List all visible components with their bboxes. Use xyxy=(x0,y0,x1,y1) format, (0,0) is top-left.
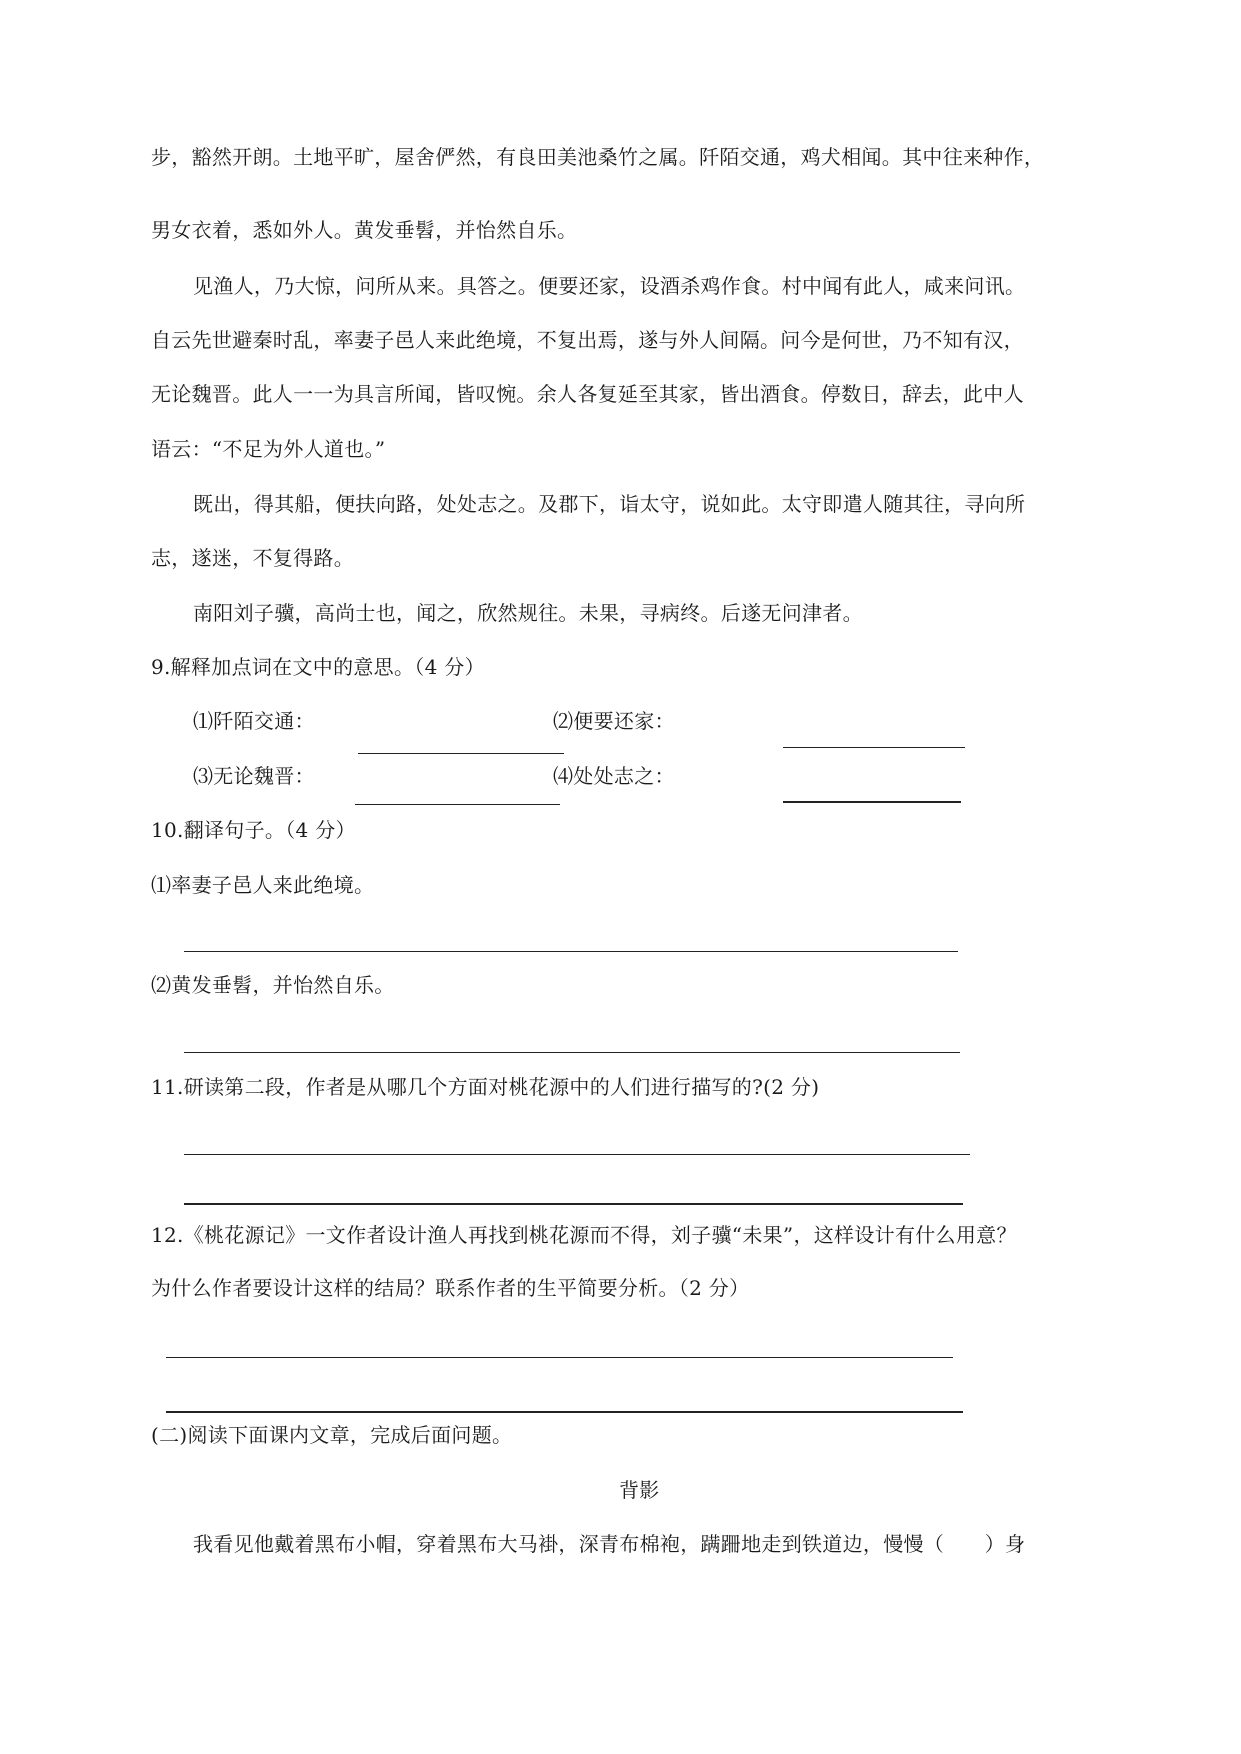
q12-answer-line-1[interactable] xyxy=(166,1357,953,1358)
passage-line: 志，遂迷，不复得路。 xyxy=(151,546,354,570)
passage-line: 无论魏晋。此人一一为具言所闻，皆叹惋。余人各复延至其家，皆出酒食。停数日，辞去，此中人 xyxy=(151,382,1024,406)
reading-2-first-line: 我看见他戴着黑布小帽，穿着黑布大马褂，深青布棉袍，蹒跚地走到铁道边，慢慢（ ）身 xyxy=(193,1532,1026,1556)
q9-item-3: ⑶无论魏晋： xyxy=(193,764,315,788)
q10-answer-line-2[interactable] xyxy=(184,1052,960,1053)
passage-line: 南阳刘子骥，高尚士也，闻之，欣然规往。未果，寻病终。后遂无问津者。 xyxy=(193,601,863,625)
question-12-prompt-line-2: 为什么作者要设计这样的结局？联系作者的生平简要分析。（2 分） xyxy=(151,1276,750,1300)
passage-line: 语云：“不足为外人道也。” xyxy=(151,437,386,461)
q9-answer-line-3[interactable] xyxy=(355,804,560,805)
reading-2-title: 背影 xyxy=(619,1478,660,1502)
q10-item-1: ⑴率妻子邑人来此绝境。 xyxy=(151,873,375,897)
q11-answer-line-1[interactable] xyxy=(184,1154,970,1155)
passage-line: 自云先世避秦时乱，率妻子邑人来此绝境，不复出焉，遂与外人间隔。问今是何世，乃不知有汉， xyxy=(151,328,1024,352)
question-9-prompt: 9.解释加点词在文中的意思。（4 分） xyxy=(151,655,485,679)
q9-answer-line-1[interactable] xyxy=(358,753,564,754)
section-2-heading: (二)阅读下面课内文章，完成后面问题。 xyxy=(151,1423,513,1447)
q9-item-1: ⑴阡陌交通： xyxy=(193,709,315,733)
q9-answer-line-4[interactable] xyxy=(783,801,961,803)
passage-line: 见渔人，乃大惊，问所从来。具答之。便要还家，设酒杀鸡作食。村中闻有此人，咸来问讯。 xyxy=(193,274,1026,298)
passage-line: 既出，得其船，便扶向路，处处志之。及郡下，诣太守，说如此。太守即遣人随其往，寻向所 xyxy=(193,492,1026,516)
q10-answer-line-1[interactable] xyxy=(184,951,958,952)
q11-answer-line-2[interactable] xyxy=(184,1203,963,1205)
q9-item-2: ⑵便要还家： xyxy=(553,709,675,733)
question-10-prompt: 10.翻译句子。（4 分） xyxy=(151,818,356,842)
question-11-prompt: 11.研读第二段，作者是从哪几个方面对桃花源中的人们进行描写的?(2 分) xyxy=(151,1075,820,1099)
question-12-prompt-line-1: 12.《桃花源记》一文作者设计渔人再找到桃花源而不得，刘子骥“未果”，这样设计有什么用意？ xyxy=(151,1223,1017,1247)
q9-answer-line-2[interactable] xyxy=(783,747,965,748)
q12-answer-line-2[interactable] xyxy=(166,1411,963,1413)
passage-line: 步，豁然开朗。土地平旷，屋舍俨然，有良田美池桑竹之属。阡陌交通，鸡犬相闻。其中往来种作， xyxy=(151,145,1045,169)
q9-item-4: ⑷处处志之： xyxy=(553,764,675,788)
passage-line: 男女衣着，悉如外人。黄发垂髫，并怡然自乐。 xyxy=(151,218,578,242)
q10-item-2: ⑵黄发垂髫，并怡然自乐。 xyxy=(151,973,395,997)
